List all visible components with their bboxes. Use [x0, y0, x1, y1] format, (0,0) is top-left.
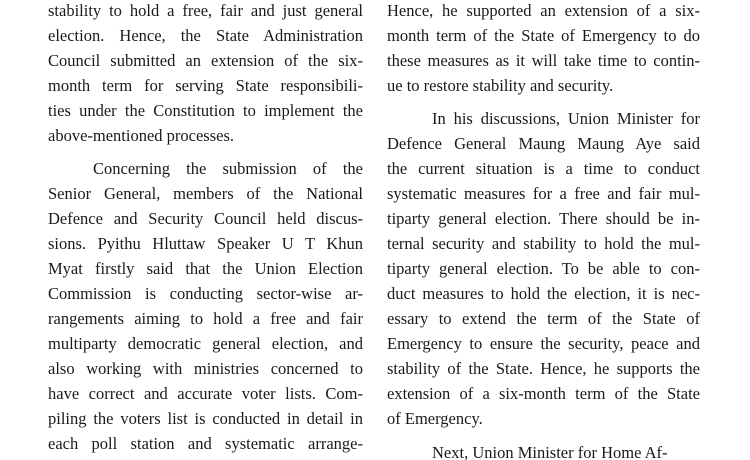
- text-line: Council submitted an extension of the six-: [48, 51, 363, 70]
- text-line: rangements aiming to hold a free and fair: [48, 309, 363, 328]
- text-line: have correct and accurate voter lists. Com-: [48, 384, 363, 403]
- text-line: Senior General, members of the National: [48, 184, 363, 203]
- text-line: ties under the Constitution to implement the: [48, 101, 363, 120]
- text-line: sions. Pyithu Hluttaw Speaker U T Khun: [48, 234, 363, 253]
- text-line: systematic measures for a free and fair mul-: [387, 184, 700, 203]
- text-line: month term of the State of Emergency to do: [387, 26, 700, 45]
- text-line: Concerning the submission of the: [93, 159, 363, 178]
- text-line: election. Hence, the State Administration: [48, 26, 363, 45]
- text-line: month term for serving State responsibili-: [48, 76, 363, 95]
- text-line: the current situation is a time to conduct: [387, 159, 700, 178]
- text-line: multiparty democratic general election, and: [48, 334, 363, 353]
- text-line: duct measures to hold the election, it is nec-: [387, 284, 700, 303]
- text-line: essary to extend the term of the State of: [387, 309, 700, 328]
- text-line: also working with ministries concerned to: [48, 359, 363, 378]
- text-line: of Emergency.: [387, 409, 483, 428]
- text-line: stability of the State. Hence, he supports the: [387, 359, 700, 378]
- text-line: ue to restore stability and security.: [387, 76, 614, 95]
- text-line: tiparty general election. There should be in-: [387, 209, 700, 228]
- text-line: above-mentioned processes.: [48, 126, 235, 145]
- text-line: Defence and Security Council held discus-: [48, 209, 363, 228]
- text-line: Next, Union Minister for Home Af-: [432, 443, 668, 460]
- text-line: In his discussions, Union Minister for: [432, 109, 700, 128]
- text-line: stability to hold a free, fair and just general: [48, 1, 363, 20]
- text-line: extension of a six-month term of the State: [387, 384, 700, 403]
- text-line: Defence General Maung Maung Aye said: [387, 134, 700, 153]
- text-line: ternal security and stability to hold the mul-: [387, 234, 700, 253]
- text-line: each poll station and systematic arrange-: [48, 434, 363, 453]
- text-line: Emergency to ensure the security, peace and: [387, 334, 700, 353]
- text-line: Commission is conducting sector-wise ar-: [48, 284, 363, 303]
- text-line: tiparty general election. To be able to con-: [387, 259, 700, 278]
- text-line: these measures as it will take time to contin-: [387, 51, 700, 70]
- text-line: Myat firstly said that the Union Election: [48, 259, 363, 278]
- text-line: Hence, he supported an extension of a six-: [387, 1, 700, 20]
- text-line: piling the voters list is conducted in detail in: [48, 409, 363, 428]
